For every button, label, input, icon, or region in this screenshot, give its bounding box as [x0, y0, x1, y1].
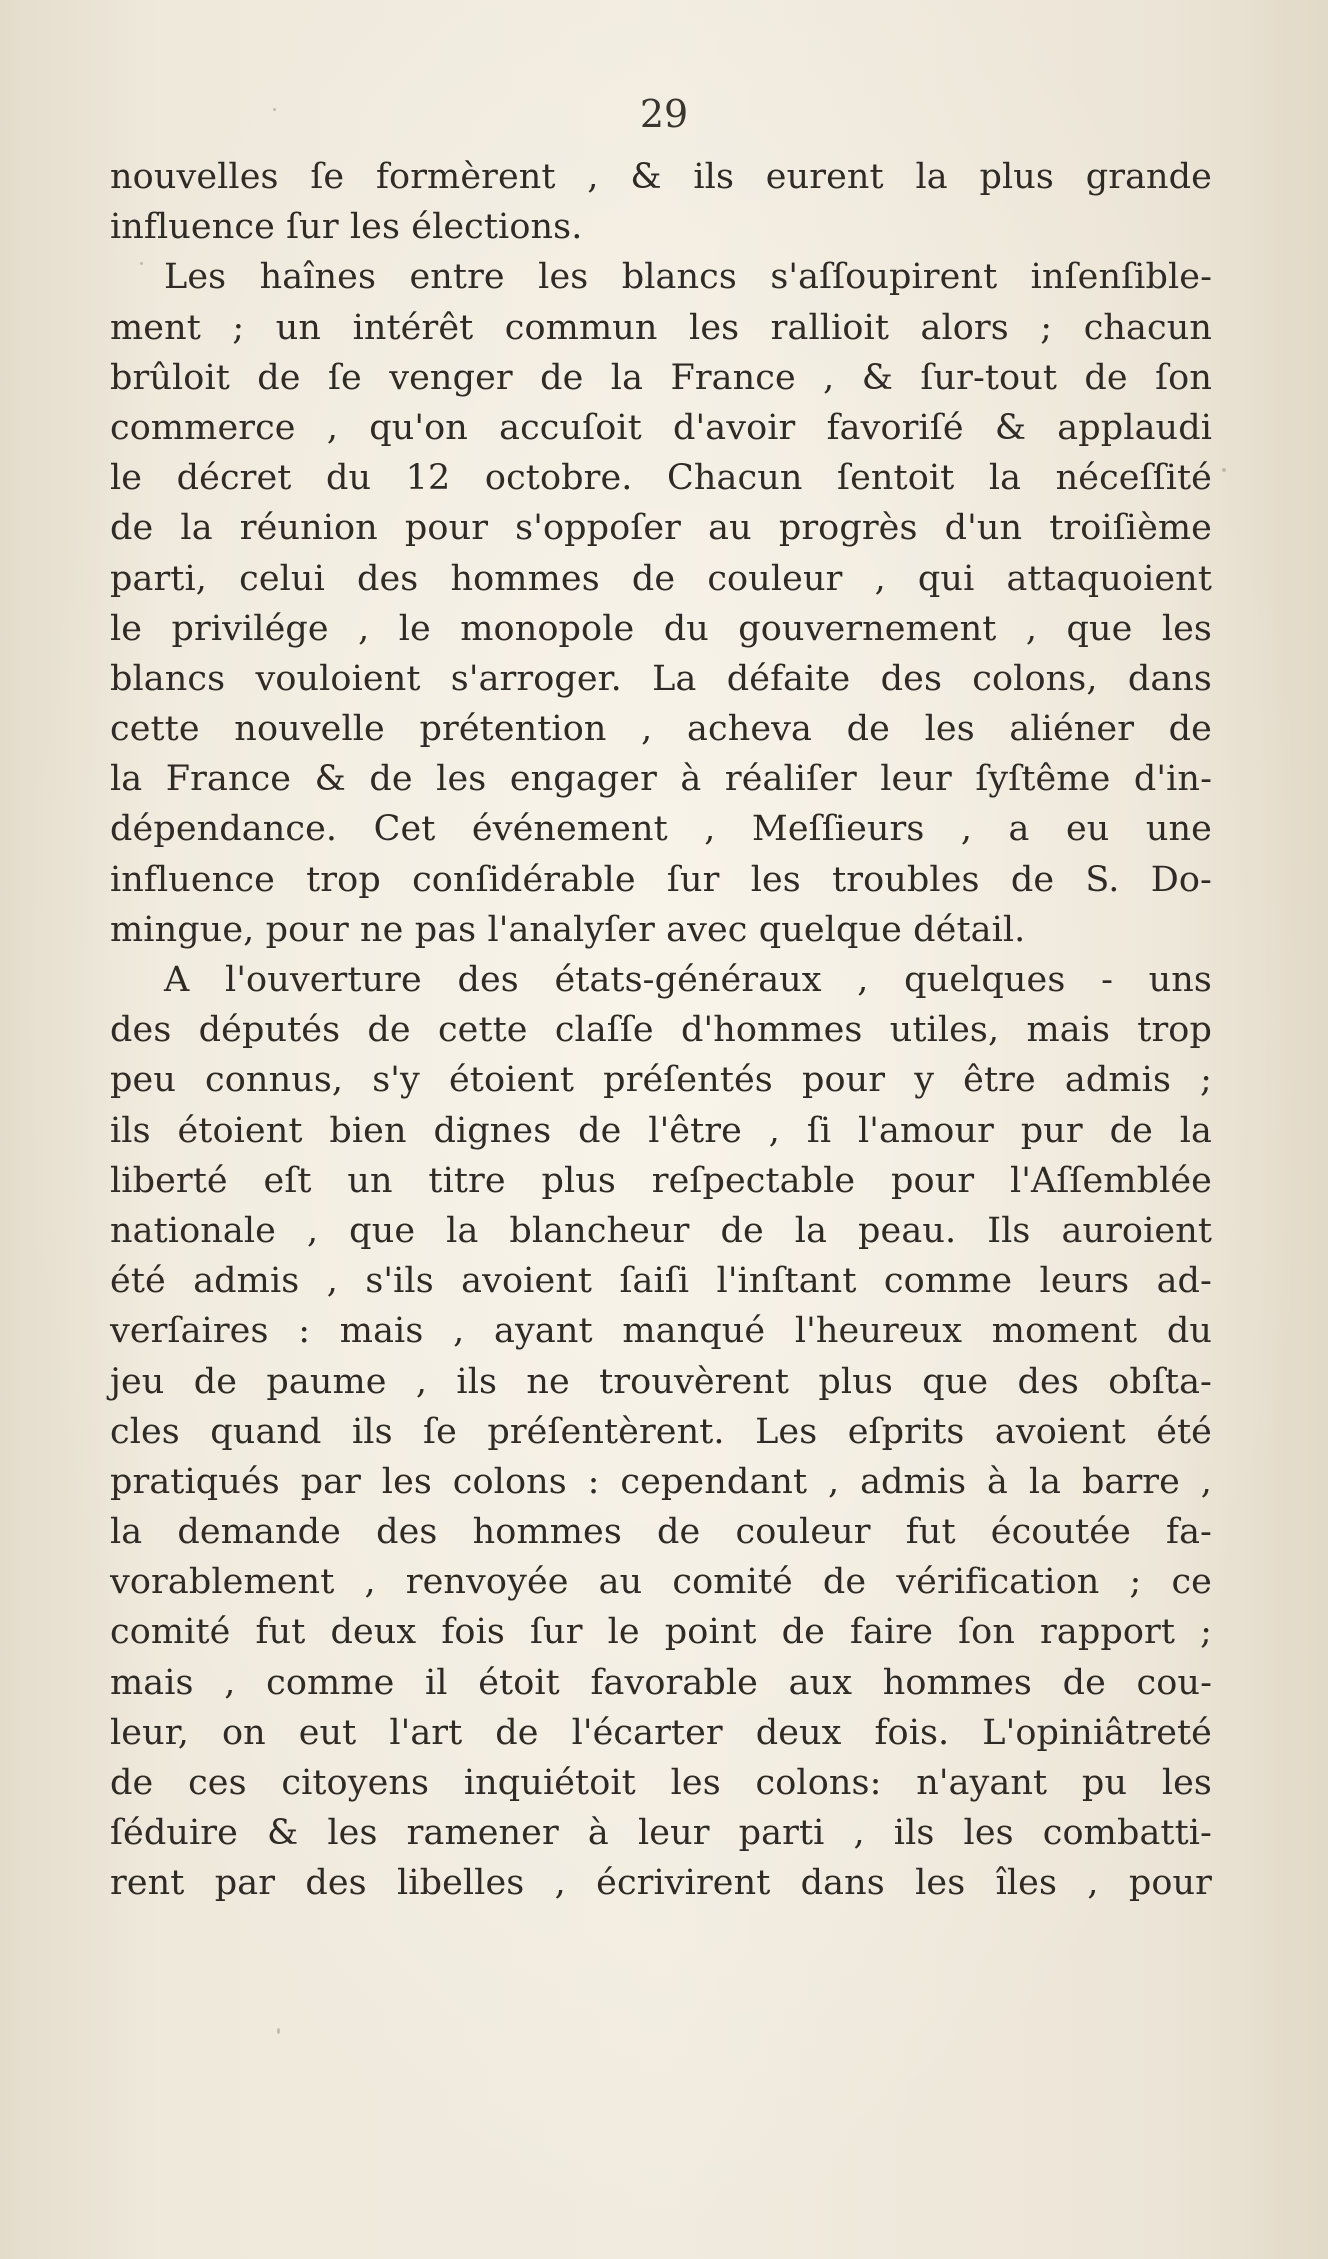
text-line: Les haînes entre les blancs s'aſſoupirent inſenſible-	[164, 257, 1212, 298]
text-line: des députés de cette claſſe d'hommes utiles, mais trop	[110, 1010, 1212, 1051]
text-line: le privilége , le monopole du gouvernement , que les	[110, 608, 1212, 649]
text-line: dépendance. Cet événement , Meſſieurs , a eu une	[110, 809, 1212, 850]
text-line: verſaires : mais , ayant manqué l'heureux moment du	[110, 1311, 1212, 1352]
text-line: nationale , que la blancheur de la peau. Ils auroient	[110, 1210, 1212, 1251]
text-line: comité fut deux fois ſur le point de faire ſon rapport ;	[110, 1612, 1212, 1653]
page-number: 29	[639, 92, 689, 136]
text-line: commerce , qu'on accuſoit d'avoir favoriſé & applaudi	[110, 407, 1212, 448]
text-line: influence ſur les élections.	[110, 207, 583, 248]
text-line: vorablement , renvoyée au comité de vérification ; ce	[110, 1562, 1212, 1603]
text-line: blancs vouloient s'arroger. La défaite des colons, dans	[110, 658, 1212, 699]
text-line: jeu de paume , ils ne trouvèrent plus que des obſta-	[110, 1361, 1212, 1402]
text-line: brûloit de ſe venger de la France , & ſur-tout de ſon	[110, 357, 1212, 398]
text-line: pratiqués par les colons : cependant , admis à la barre ,	[110, 1461, 1212, 1502]
text-line: A l'ouverture des états-généraux , quelques - uns	[164, 960, 1212, 1000]
text-line: rent par des libelles , écrivirent dans les îles , pour	[110, 1863, 1212, 1904]
text-line: été admis , s'ils avoient ſaiſi l'inſtant comme leurs ad-	[110, 1261, 1212, 1302]
text-line: liberté eſt un titre plus reſpectable pour l'Aſſemblée	[110, 1160, 1212, 1201]
text-line: de la réunion pour s'oppoſer au progrès d'un troiſième	[110, 508, 1212, 549]
text-line: peu connus, s'y étoient préſentés pour y être admis ;	[110, 1060, 1212, 1101]
text-line: la demande des hommes de couleur fut écoutée fa-	[110, 1512, 1212, 1553]
text-line: cette nouvelle prétention , acheva de les aliéner de	[110, 709, 1212, 750]
text-line: mingue, pour ne pas l'analyſer avec quelque détail.	[110, 909, 1026, 950]
text-line: ils étoient bien dignes de l'être , ſi l'amour pur de la	[110, 1110, 1212, 1151]
text-line: de ces citoyens inquiétoit les colons: n'ayant pu les	[110, 1763, 1212, 1803]
text-line: cles quand ils ſe préſentèrent. Les eſprits avoient été	[110, 1411, 1212, 1452]
body-text	[110, 152, 1212, 1909]
text-line: parti, celui des hommes de couleur , qui attaquoient	[110, 558, 1212, 599]
text-line: le décret du 12 octobre. Chacun ſentoit la néceſſité	[110, 458, 1212, 499]
text-line: mais , comme il étoit favorable aux hommes de cou-	[110, 1662, 1212, 1703]
text-line: nouvelles ſe formèrent , & ils eurent la plus grande	[110, 157, 1212, 197]
text-line: ment ; un intérêt commun les rallioit alors ; chacun	[110, 307, 1212, 348]
text-line: ſéduire & les ramener à leur parti , ils les combatti-	[110, 1813, 1212, 1854]
text-line: la France & de les engager à réaliſer leur ſyſtême d'in-	[110, 759, 1212, 800]
text-line: leur, on eut l'art de l'écarter deux fois. L'opiniâtreté	[110, 1712, 1212, 1753]
text-line: influence trop conſidérable ſur les troubles de S. Do-	[110, 859, 1212, 900]
